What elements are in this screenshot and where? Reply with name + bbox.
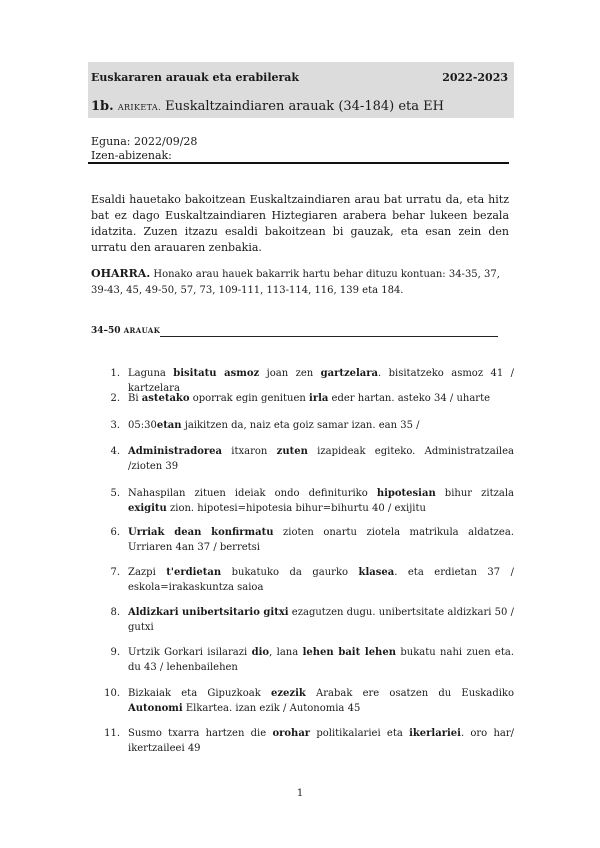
exercise-item bbox=[104, 391, 514, 406]
page-number: 1 bbox=[296, 788, 304, 799]
sentence-fragment: itxaron bbox=[221, 446, 277, 457]
item-number: 5. bbox=[110, 488, 120, 499]
sentence-fragment: joan zen bbox=[259, 368, 321, 379]
item-number: 4. bbox=[110, 446, 120, 457]
sentence-fragment: bukatuko da gaurko bbox=[221, 567, 359, 578]
exercise-item bbox=[104, 525, 514, 555]
item-text bbox=[128, 726, 514, 756]
sentence-fragment: Urtzik Gorkari isilarazi bbox=[128, 647, 252, 658]
exercise-item bbox=[104, 645, 514, 675]
exercise-item bbox=[104, 418, 514, 433]
item-text bbox=[128, 645, 514, 675]
item-text bbox=[128, 444, 514, 474]
sentence-fragment: zioten onartu ziotela matrikula aldatzea. Urriaren 4an 37 / berretsi bbox=[128, 527, 514, 553]
exercise-item bbox=[104, 686, 514, 716]
academic-year: 2022-2023 bbox=[442, 71, 508, 84]
exercise-item bbox=[104, 565, 514, 595]
item-number: 8. bbox=[110, 607, 120, 618]
item-text bbox=[128, 686, 514, 716]
highlighted-error: bisitatu asmoz bbox=[173, 368, 260, 379]
highlighted-error: Urriak dean konfirmatu bbox=[128, 527, 274, 538]
highlighted-error: etan bbox=[156, 420, 182, 431]
sentence-fragment: Zazpi bbox=[128, 567, 167, 578]
item-number: 2. bbox=[110, 393, 120, 404]
sentence-fragment: . oro har/ ikertzaileei 49 bbox=[128, 728, 514, 754]
highlighted-error: hipotesian bbox=[376, 488, 436, 499]
item-number: 7. bbox=[110, 567, 120, 578]
sentence-fragment: Nahaspilan zituen ideiak ondo definituriko bbox=[128, 488, 377, 499]
sentence-fragment: , lana bbox=[269, 647, 303, 658]
sentence-fragment: Elkartea. izan ezik / Autonomia 45 bbox=[182, 703, 361, 714]
sentence-fragment: 05:30 bbox=[128, 420, 157, 431]
highlighted-error: Administradorea bbox=[128, 446, 222, 457]
exercise-number: 1b. bbox=[91, 99, 114, 114]
course-title: Euskararen arauak eta erabilerak bbox=[91, 71, 300, 84]
section-label: ARAUAK bbox=[123, 326, 161, 335]
section-underline bbox=[160, 336, 498, 337]
sentence-fragment: jaikitzen da, naiz eta goiz samar izan. ean 35 / bbox=[181, 420, 420, 431]
highlighted-error: gartzelara bbox=[320, 368, 379, 379]
item-text bbox=[128, 391, 514, 406]
exercise-item bbox=[104, 486, 514, 516]
item-text bbox=[128, 525, 514, 555]
sentence-fragment: eder hartan. asteko 34 / uharte bbox=[328, 393, 491, 404]
highlighted-error: Autonomi bbox=[128, 703, 183, 714]
instructions-paragraph: Esaldi hauetako bakoitzean Euskaltzaindiaren arau bat urratu da, eta hitz bat ez dago Euskaltzaindiaren Hiztegiaren arabera behar lukeen bezala idatzita. Zuzen itzazu esaldi bakoitzean bi gauzak, eta esan zein den urratu den arauaren zenbakia. bbox=[91, 193, 509, 254]
exercise-item bbox=[104, 444, 514, 474]
item-number: 1. bbox=[110, 368, 120, 379]
highlighted-error: zuten bbox=[276, 446, 308, 457]
sentence-fragment: ezagutzen dugu. unibertsitate aldizkari 50 / gutxi bbox=[128, 607, 514, 633]
highlighted-error: ikerlariei bbox=[409, 728, 461, 739]
highlighted-error: Aldizkari unibertsitario gitxi bbox=[128, 607, 289, 618]
sentence-fragment: Laguna bbox=[128, 368, 174, 379]
header-rule bbox=[88, 162, 509, 164]
item-number: 10. bbox=[104, 688, 120, 699]
exercise-label: ARIKETA. bbox=[117, 103, 162, 112]
item-text bbox=[128, 565, 514, 595]
item-text bbox=[128, 418, 514, 433]
sentence-fragment: Bizkaiak eta Gipuzkoak bbox=[128, 688, 271, 699]
exercise-heading: Euskaltzaindiaren arauak (34-184) eta EH bbox=[165, 99, 444, 114]
highlighted-error: klasea bbox=[358, 567, 395, 578]
item-number: 11. bbox=[104, 728, 120, 739]
sentence-fragment: bukatu nahi zuen eta. du 43 / lehenbailehen bbox=[128, 647, 514, 673]
note-text: Honako arau hauek bakarrik hartu behar dituzu kontuan: 34-35, 37, 39-43, 45, 49-50, 57, 73, 109-111, 113-114, 116, 139 eta 184. bbox=[91, 269, 500, 296]
highlighted-error: exigitu bbox=[128, 503, 167, 514]
sentence-fragment: Bi bbox=[128, 393, 142, 404]
sentence-fragment: zion. hipotesi=hipotesia bihur=bihurtu 40 / exijitu bbox=[166, 503, 426, 514]
date-line: Eguna: 2022/09/28 bbox=[91, 135, 198, 148]
sentence-fragment: politikalariei eta bbox=[310, 728, 410, 739]
item-number: 9. bbox=[110, 647, 120, 658]
sentence-fragment: . bisitatzeko asmoz 41 / kartzelara bbox=[128, 368, 515, 394]
name-label: Izen-abizenak: bbox=[91, 149, 172, 162]
sentence-fragment: Susmo txarra hartzen die bbox=[128, 728, 273, 739]
section-range: 34–50 bbox=[91, 326, 121, 336]
item-number: 3. bbox=[110, 420, 120, 431]
item-text bbox=[128, 486, 514, 516]
section-heading bbox=[91, 326, 160, 336]
highlighted-error: ezezik bbox=[270, 688, 306, 699]
sentence-fragment: . eta erdietan 37 / eskola=irakaskuntza saioa bbox=[128, 567, 514, 593]
highlighted-error: dio bbox=[251, 647, 270, 658]
note-paragraph bbox=[91, 266, 509, 299]
highlighted-error: orohar bbox=[272, 728, 311, 739]
highlighted-error: t'erdietan bbox=[166, 567, 222, 578]
item-number: 6. bbox=[110, 527, 120, 538]
sentence-fragment: oporrak egin genituen bbox=[189, 393, 310, 404]
exercise-item bbox=[104, 605, 514, 635]
exercise-title bbox=[91, 99, 444, 114]
sentence-fragment: Arabak ere osatzen du Euskadiko bbox=[305, 688, 515, 699]
sentence-fragment: bihur zitzala bbox=[435, 488, 515, 499]
highlighted-error: lehen bait lehen bbox=[302, 647, 396, 658]
highlighted-error: astetako bbox=[141, 393, 190, 404]
sentence-fragment: izapideak egiteko. Administratzailea /zioten 39 bbox=[128, 446, 514, 472]
exercise-item bbox=[104, 726, 514, 756]
note-label: OHARRA. bbox=[91, 267, 151, 280]
item-text bbox=[128, 605, 514, 635]
highlighted-error: irla bbox=[309, 393, 329, 404]
